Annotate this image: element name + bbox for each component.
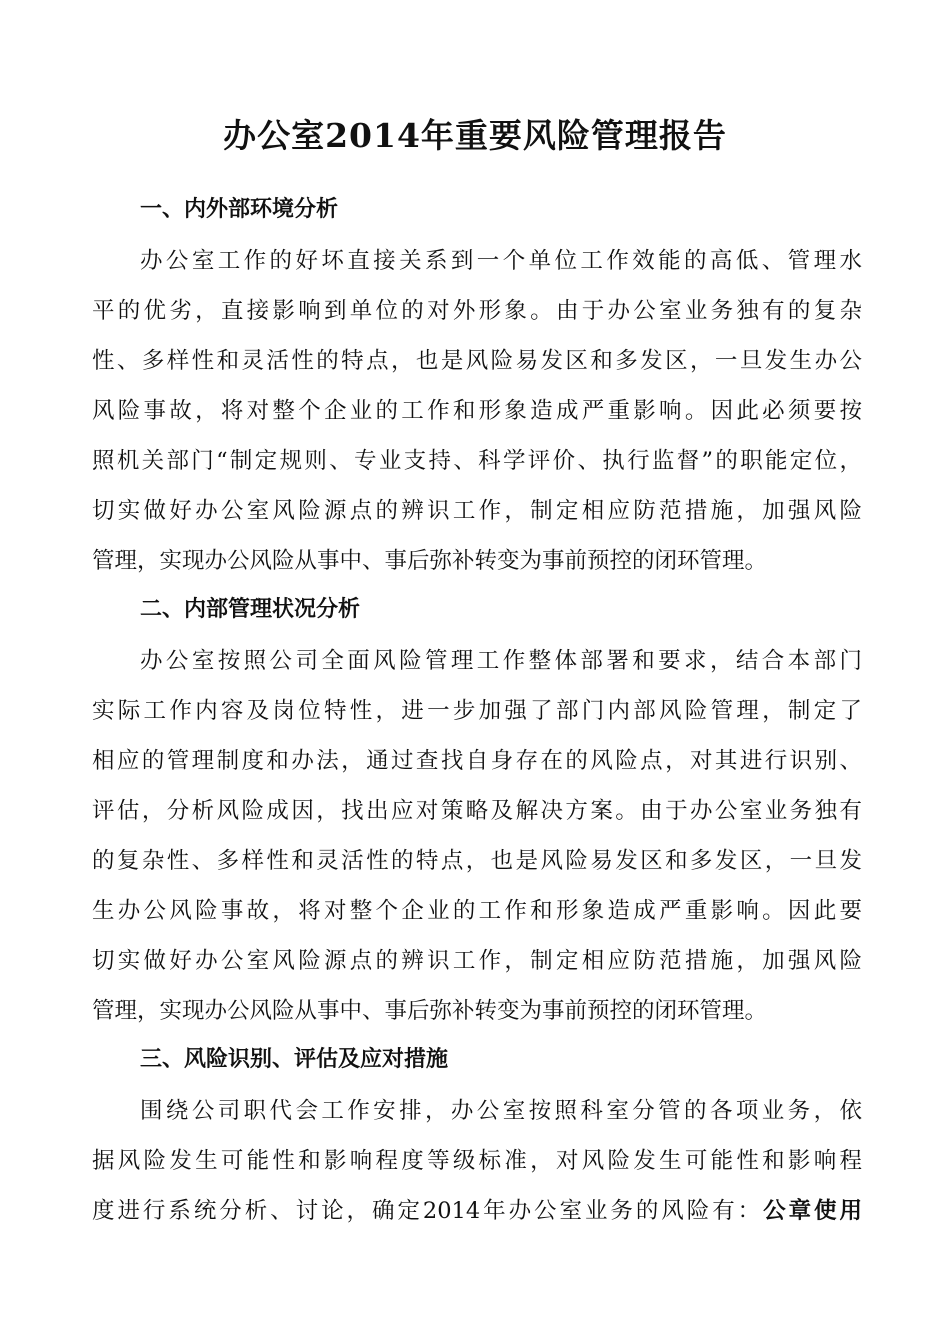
paragraph-line: 评估，分析风险成因，找出应对策略及解决方案。由于办公室业务独有: [92, 798, 862, 824]
paragraph-line: 生办公风险事故，将对整个企业的工作和形象造成严重影响。因此要: [92, 898, 862, 924]
paragraph-line: 办公室按照公司全面风险管理工作整体部署和要求，结合本部门: [140, 648, 862, 674]
paragraph-line: 实际工作内容及岗位特性，进一步加强了部门内部风险管理，制定了: [92, 698, 862, 724]
paragraph-line: 相应的管理制度和办法，通过查找自身存在的风险点，对其进行识别、: [92, 748, 862, 774]
paragraph-line: 平的优劣，直接影响到单位的对外形象。由于办公室业务独有的复杂: [92, 298, 862, 324]
paragraph-line: 据风险发生可能性和影响程度等级标准，对风险发生可能性和影响程: [92, 1148, 862, 1174]
paragraph-line: 办公室工作的好坏直接关系到一个单位工作效能的高低、管理水: [140, 248, 862, 274]
section-heading-3: 三、风险识别、评估及应对措施: [140, 1047, 449, 1072]
paragraph-line: 切实做好办公室风险源点的辨识工作，制定相应防范措施，加强风险: [92, 498, 862, 524]
paragraph-line-text: 度进行系统分析、讨论，确定2014年办公室业务的风险有：: [92, 1198, 764, 1224]
paragraph-line: 性、多样性和灵活性的特点，也是风险易发区和多发区，一旦发生办公: [92, 348, 862, 374]
paragraph-line: 围绕公司职代会工作安排，办公室按照科室分管的各项业务，依: [140, 1098, 862, 1124]
paragraph-line: 的复杂性、多样性和灵活性的特点，也是风险易发区和多发区，一旦发: [92, 848, 862, 874]
paragraph-line-with-bold: [92, 1193, 862, 1229]
paragraph-line: 照机关部门“制定规则、专业支持、科学评价、执行监督”的职能定位，: [92, 448, 862, 474]
paragraph-line: 管理，实现办公风险从事中、事后弥补转变为事前预控的闭环管理。: [92, 998, 768, 1024]
paragraph-line: 切实做好办公室风险源点的辨识工作，制定相应防范措施，加强风险: [92, 948, 862, 974]
paragraph-line: 风险事故，将对整个企业的工作和形象造成严重影响。因此必须要按: [92, 398, 862, 424]
paragraph-line: 管理，实现办公风险从事中、事后弥补转变为事前预控的闭环管理。: [92, 548, 768, 574]
document-title: 办公室2014年重要风险管理报告: [223, 116, 727, 155]
section-heading-2: 二、内部管理状况分析: [140, 597, 361, 622]
bold-run: 公章使用: [763, 1198, 862, 1224]
section-heading-1: 一、内外部环境分析: [140, 197, 339, 222]
